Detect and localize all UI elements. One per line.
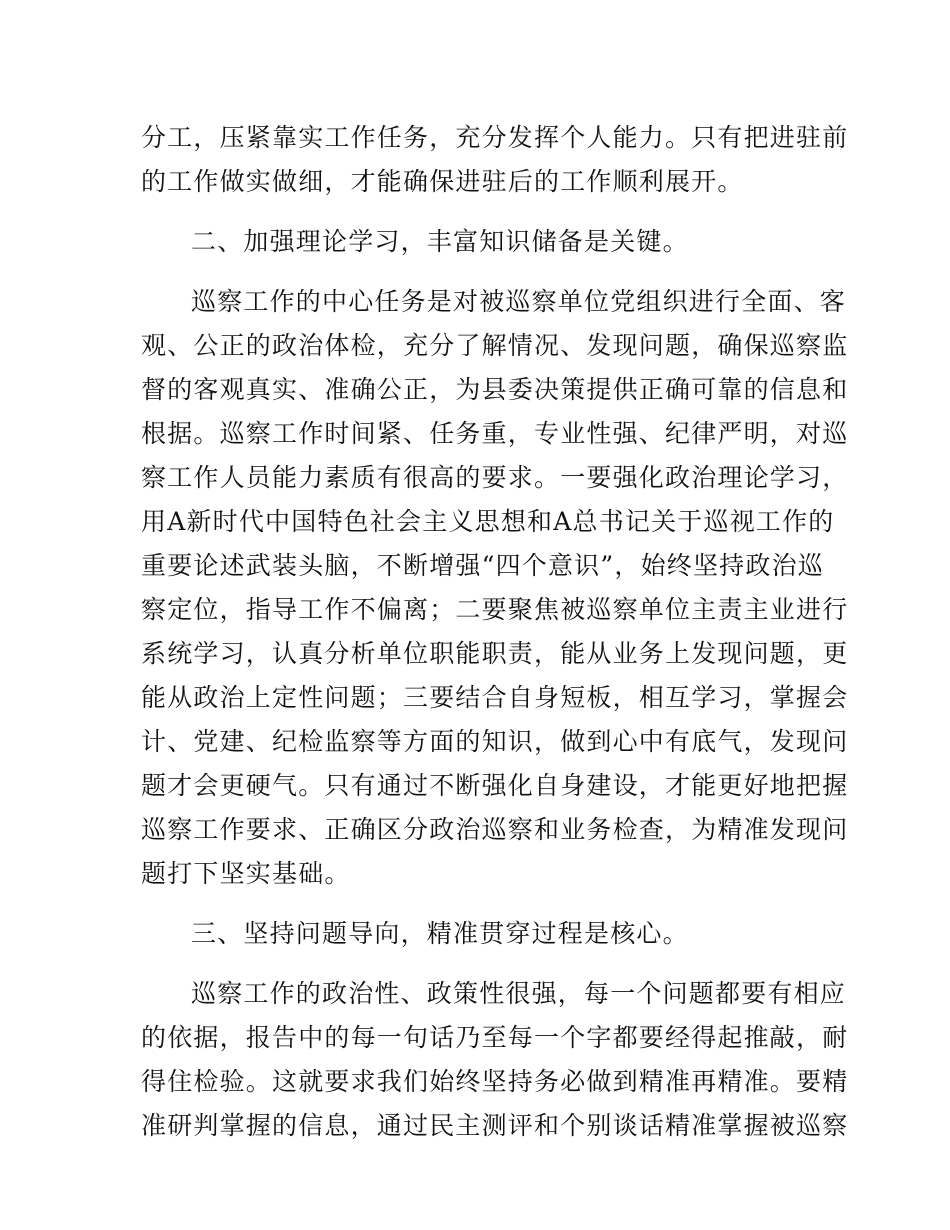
text-line: 的工作做实做细，才能确保进驻后的工作顺利展开。 xyxy=(141,167,744,196)
text-line: 察工作人员能力素质有很高的要求。一要强化政治理论学习， xyxy=(141,463,849,492)
section-heading-3 xyxy=(141,912,811,956)
text-line: 准研判掌握的信息，通过民主测评和个别谈话精准掌握被巡察 xyxy=(141,1111,849,1140)
text-line: 计、党建、纪检监察等方面的知识，做到心中有底气，发现问 xyxy=(141,727,849,756)
text-line: 分工，压紧靠实工作任务，充分发挥个人能力。只有把进驻前 xyxy=(141,123,849,152)
text-line: 察定位，指导工作不偏离；二要聚焦被巡察单位主责主业进行 xyxy=(141,595,849,624)
text-line: 用A新时代中国特色社会主义思想和A总书记关于巡视工作的 xyxy=(141,507,835,536)
text-line: 巡察工作的政治性、政策性很强，每一个问题都要有相应 xyxy=(191,979,847,1008)
text-line: 题打下坚实基础。 xyxy=(141,859,351,888)
heading-text: 三、坚持问题导向，精准贯穿过程是核心。 xyxy=(191,919,689,948)
text-line: 的依据，报告中的每一句话乃至每一个字都要经得起推敲，耐 xyxy=(141,1023,849,1052)
document-body xyxy=(141,116,849,1148)
text-line: 系统学习，认真分析单位职能职责，能从业务上发现问题，更 xyxy=(141,639,849,668)
paragraph-continuation xyxy=(141,116,849,204)
text-line: 巡察工作要求、正确区分政治巡察和业务检查，为精准发现问 xyxy=(141,815,849,844)
text-line: 能从政治上定性问题；三要结合自身短板，相互学习，掌握会 xyxy=(141,683,849,712)
paragraph-theory-study xyxy=(141,280,849,896)
text-line: 督的客观真实、准确公正，为县委决策提供正确可靠的信息和 xyxy=(141,375,849,404)
heading-text: 二、加强理论学习，丰富知识储备是关键。 xyxy=(191,227,689,256)
text-line: 根据。巡察工作时间紧、任务重，专业性强、纪律严明，对巡 xyxy=(141,419,849,448)
section-heading-2 xyxy=(141,220,811,264)
text-line: 巡察工作的中心任务是对被巡察单位党组织进行全面、客 xyxy=(191,287,847,316)
paragraph-problem-oriented xyxy=(141,972,849,1148)
text-line: 观、公正的政治体检，充分了解情况、发现问题，确保巡察监 xyxy=(141,331,849,360)
text-line: 重要论述武装头脑，不断增强“四个意识”，始终坚持政治巡 xyxy=(141,551,824,580)
text-line: 得住检验。这就要求我们始终坚持务必做到精准再精准。要精 xyxy=(141,1067,849,1096)
text-line: 题才会更硬气。只有通过不断强化自身建设，才能更好地把握 xyxy=(141,771,849,800)
